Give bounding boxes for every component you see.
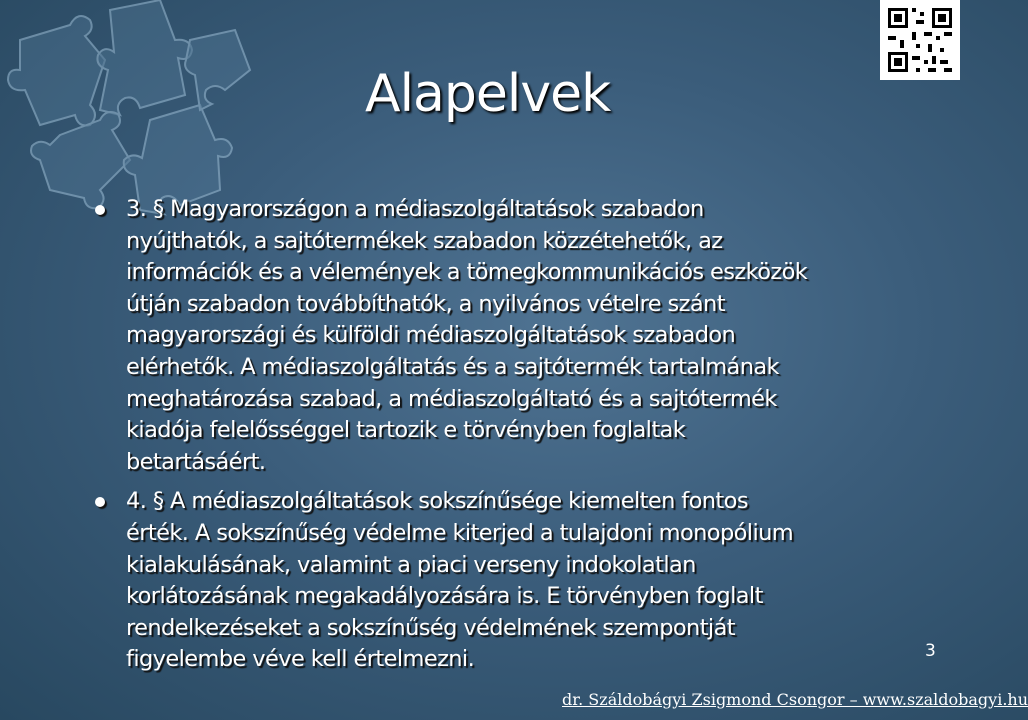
bullet-icon: [95, 497, 105, 507]
page-number: 3: [925, 641, 936, 661]
text-line: elérhetők. A médiaszolgáltatás és a sajtótermék tartalmának: [126, 353, 779, 380]
text-line: érték. A sokszínűség védelme kiterjed a tulajdoni monopólium: [126, 519, 794, 546]
text-line: kiadója felelősséggel tartozik e törvényben foglaltak: [126, 417, 686, 444]
bullet-icon: [95, 205, 105, 215]
paragraph-3: [95, 194, 855, 478]
text-line: útján szabadon továbbíthatók, a nyilvános vételre szánt: [126, 290, 725, 317]
text-line: magyarországi és külföldi médiaszolgáltatások szabadon: [126, 322, 736, 349]
text-line: rendelkezéseket a sokszínűség védelmének szempontját: [126, 614, 735, 641]
text-line: meghatározása szabad, a médiaszolgáltató és a sajtótermék: [126, 385, 777, 412]
text-line: információk és a vélemények a tömegkommunikációs eszközök: [126, 259, 808, 286]
text-line: kialakulásának, valamint a piaci verseny indokolatlan: [126, 551, 696, 578]
text-line: figyelembe véve kell értelmezni.: [126, 646, 475, 673]
text-line: nyújthatók, a sajtótermékek szabadon közzétehetők, az: [126, 227, 723, 254]
text-line: 4. § A médiaszolgáltatások sokszínűsége kiemelten fontos: [126, 488, 748, 515]
text-line: 3. § Magyarországon a médiaszolgáltatások szabadon: [126, 196, 704, 222]
slide-title: Alapelvek: [365, 64, 611, 124]
text-line: betartásáért.: [126, 448, 266, 475]
text-line: korlátozásának megakadályozására is. E törvényben foglalt: [126, 583, 763, 610]
paragraph-4: [95, 486, 855, 676]
footer-author-link[interactable]: dr. Száldobágyi Zsigmond Csongor – www.szaldobagyi.hu: [562, 690, 1028, 709]
qr-code-icon: [880, 0, 960, 80]
slide-body: [95, 194, 855, 676]
